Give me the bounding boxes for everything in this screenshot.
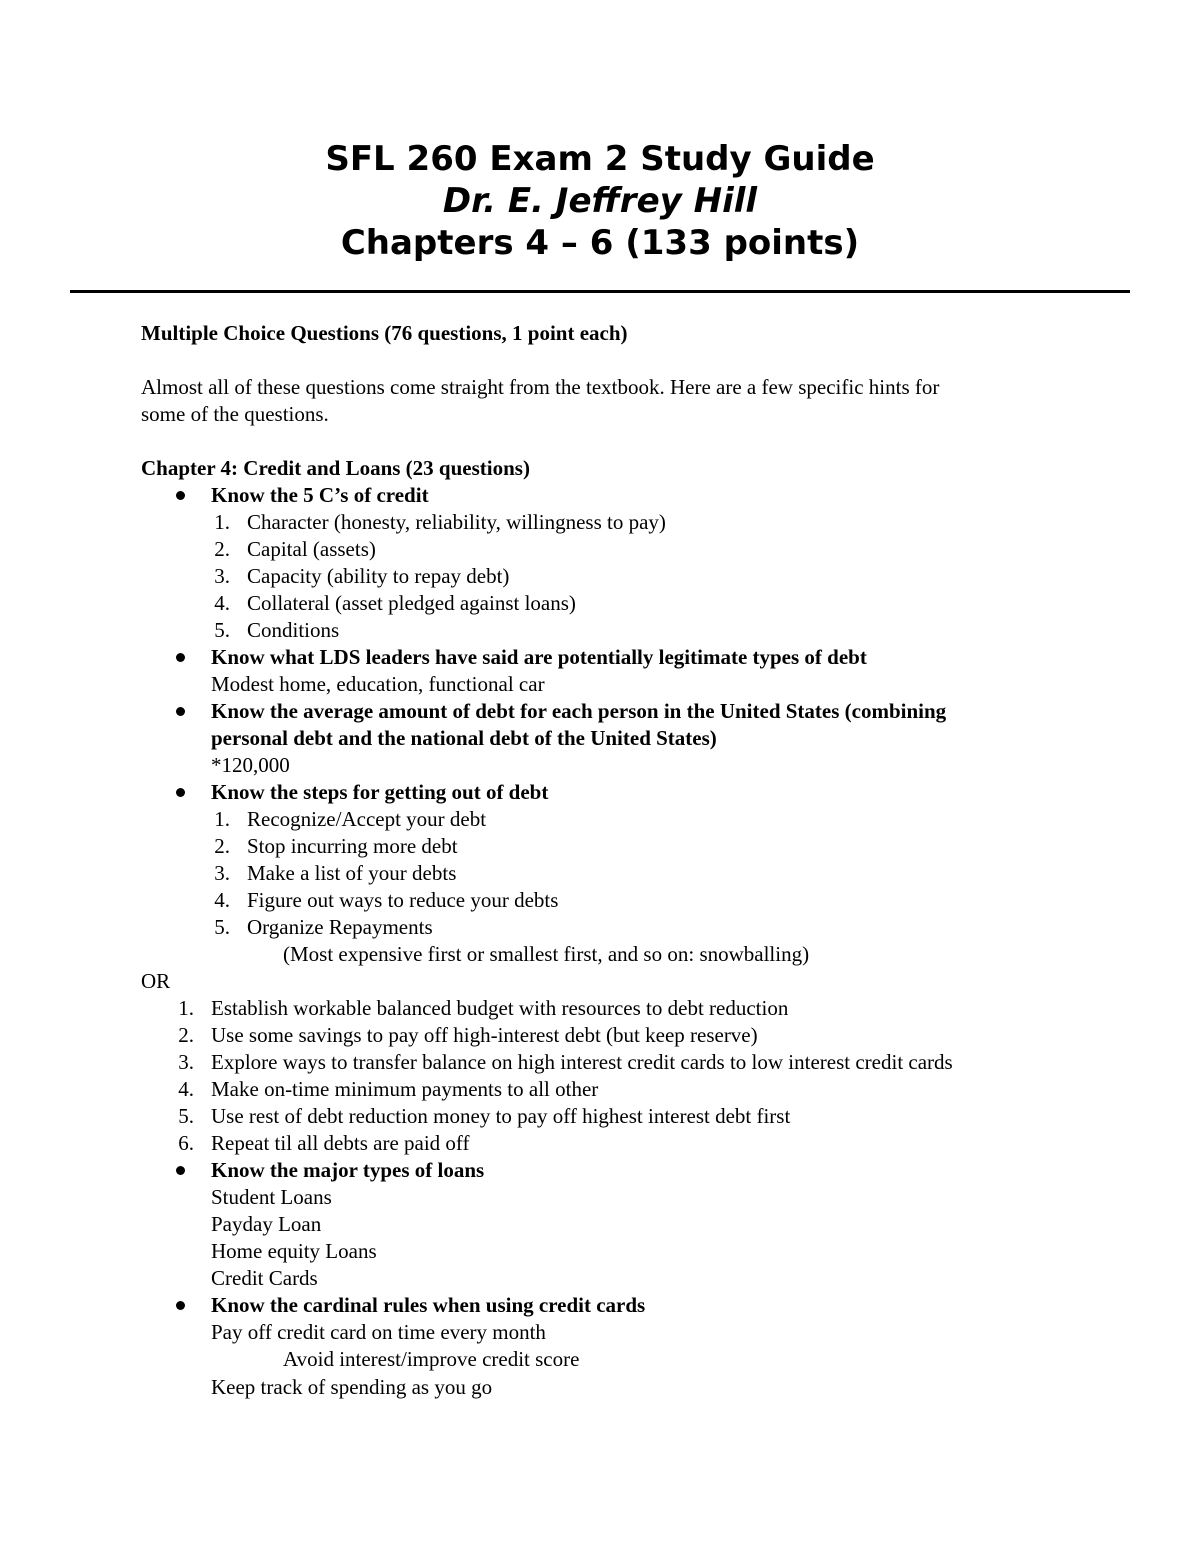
horizontal-divider <box>70 290 1130 293</box>
list-item: Conditions <box>247 618 340 642</box>
alt-step: Make on-time minimum payments to all other <box>211 1077 599 1101</box>
list-number: 2. <box>214 537 230 561</box>
list-number: 5. <box>178 1104 194 1128</box>
list-item: Character (honesty, reliability, willingness to pay) <box>247 510 666 534</box>
list-number: 1. <box>178 996 194 1020</box>
list-item: Stop incurring more debt <box>247 834 458 858</box>
list-number: 3. <box>214 564 230 588</box>
alt-step: Use rest of debt reduction money to pay off highest interest debt first <box>211 1104 791 1128</box>
bullet-lds-debt-label: Know what LDS leaders have said are potentially legitimate types of debt <box>211 645 867 669</box>
list-item: Organize Repayments <box>247 915 433 939</box>
list-number: 6. <box>178 1131 194 1155</box>
list-item: Capacity (ability to repay debt) <box>247 564 510 588</box>
bullet-debt-steps-label: Know the steps for getting out of debt <box>211 780 549 804</box>
bullet-icon <box>176 788 185 797</box>
alt-step: Establish workable balanced budget with resources to debt reduction <box>211 996 789 1020</box>
credit-card-rule: Keep track of spending as you go <box>211 1375 493 1399</box>
bullet-loan-types-label: Know the major types of loans <box>211 1158 485 1182</box>
list-item: Make a list of your debts <box>247 861 457 885</box>
bullet-credit-card-rules-label: Know the cardinal rules when using credit cards <box>211 1293 646 1317</box>
bullet-average-debt-label-1: Know the average amount of debt for each person in the United States (combining <box>211 699 947 723</box>
intro-line-2: some of the questions. <box>141 402 329 426</box>
loan-type: Home equity Loans <box>211 1239 377 1263</box>
loan-type: Payday Loan <box>211 1212 322 1236</box>
document-title <box>0 138 1200 264</box>
chapter-heading: Chapter 4: Credit and Loans (23 questions) <box>141 456 530 480</box>
loan-type: Student Loans <box>211 1185 332 1209</box>
alt-step: Use some savings to pay off high-interest debt (but keep reserve) <box>211 1023 758 1047</box>
bullet-icon <box>176 1166 185 1175</box>
chapters-range: Chapters 4 – 6 (133 points) <box>340 223 860 263</box>
snowball-note: (Most expensive first or smallest first, and so on: snowballing) <box>283 942 810 966</box>
intro-line-1: Almost all of these questions come straight from the textbook. Here are a few specific hints for <box>141 375 940 399</box>
list-number: 5. <box>214 915 230 939</box>
list-item: Collateral (asset pledged against loans) <box>247 591 576 615</box>
instructor-name: Dr. E. Jeffrey Hill <box>442 181 758 221</box>
alt-step: Repeat til all debts are paid off <box>211 1131 470 1155</box>
credit-card-rule: Pay off credit card on time every month <box>211 1320 546 1344</box>
bullet-icon <box>176 491 185 500</box>
list-item: Capital (assets) <box>247 537 376 561</box>
list-number: 1. <box>214 807 230 831</box>
bullet-average-debt-label-2: personal debt and the national debt of the United States) <box>211 726 717 750</box>
list-number: 2. <box>178 1023 194 1047</box>
list-number: 3. <box>178 1050 194 1074</box>
or-label: OR <box>141 969 171 993</box>
course-title: SFL 260 Exam 2 Study Guide <box>325 139 875 179</box>
credit-card-rule-detail: Avoid interest/improve credit score <box>283 1347 580 1371</box>
list-item: Figure out ways to reduce your debts <box>247 888 559 912</box>
loan-type: Credit Cards <box>211 1266 318 1290</box>
bullet-icon <box>176 1301 185 1310</box>
list-number: 5. <box>214 618 230 642</box>
list-item: Recognize/Accept your debt <box>247 807 487 831</box>
alt-step: Explore ways to transfer balance on high interest credit cards to low interest credit cards <box>211 1050 953 1074</box>
bullet-lds-debt-answer: Modest home, education, functional car <box>211 672 545 696</box>
list-number: 4. <box>178 1077 194 1101</box>
list-number: 4. <box>214 591 230 615</box>
bullet-5cs-label: Know the 5 C’s of credit <box>211 483 429 507</box>
bullet-icon <box>176 653 185 662</box>
mc-heading: Multiple Choice Questions (76 questions, 1 point each) <box>141 321 628 345</box>
list-number: 4. <box>214 888 230 912</box>
bullet-icon <box>176 707 185 716</box>
list-number: 3. <box>214 861 230 885</box>
list-number: 1. <box>214 510 230 534</box>
list-number: 2. <box>214 834 230 858</box>
bullet-average-debt-answer: *120,000 <box>211 753 290 777</box>
